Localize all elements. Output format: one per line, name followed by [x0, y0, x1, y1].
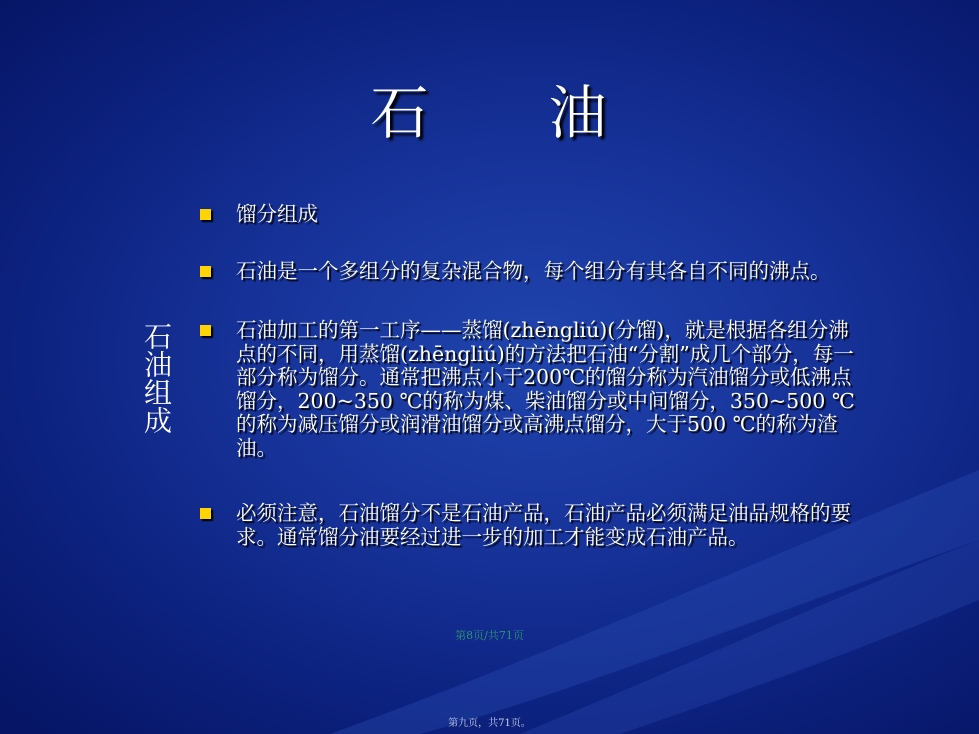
bullet-square-icon [200, 209, 211, 220]
bullet-text: 石油是一个多组分的复杂混合物，每个组分有其各自不同的沸点。 [236, 258, 831, 283]
bullet-item [196, 260, 856, 284]
bullet-item [196, 502, 856, 549]
bullet-item [196, 203, 856, 227]
title-char-right: 油 [548, 79, 609, 147]
side-label: 石油组成 [140, 322, 173, 434]
bullet-item [196, 319, 856, 460]
bullet-text: 馏分组成 [236, 202, 318, 226]
bullet-square-icon [200, 325, 211, 336]
bullet-text: 石油加工的第一工序——蒸馏(zhēngliú)(分馏)，就是根据各组分沸点的不同，用蒸馏(zhēngliú)的方法把石油“分割”成几个部分，每一部分称为馏分。通常把沸点小于200℃的馏分称为汽油馏分或低沸点馏分，200~350 ℃的称为煤、柴油馏分或中间馏分，350~500 ℃的称为减压馏分或润滑油馏分或高沸点馏分，大于500 ℃的称为渣油。 [236, 318, 855, 460]
bullet-square-icon [200, 508, 211, 519]
bullet-square-icon [200, 266, 211, 277]
bullet-text: 必须注意，石油馏分不是石油产品，石油产品必须满足油品规格的要求。通常馏分油要经过进一步的加工才能变成石油产品。 [236, 501, 851, 549]
title-char-left: 石 [370, 79, 431, 147]
slide-title [0, 66, 979, 150]
footer-page-label: 第九页，共71页。 [448, 718, 531, 729]
bullet-list [196, 203, 856, 549]
page-number: 第8页/共71页 [455, 629, 524, 642]
